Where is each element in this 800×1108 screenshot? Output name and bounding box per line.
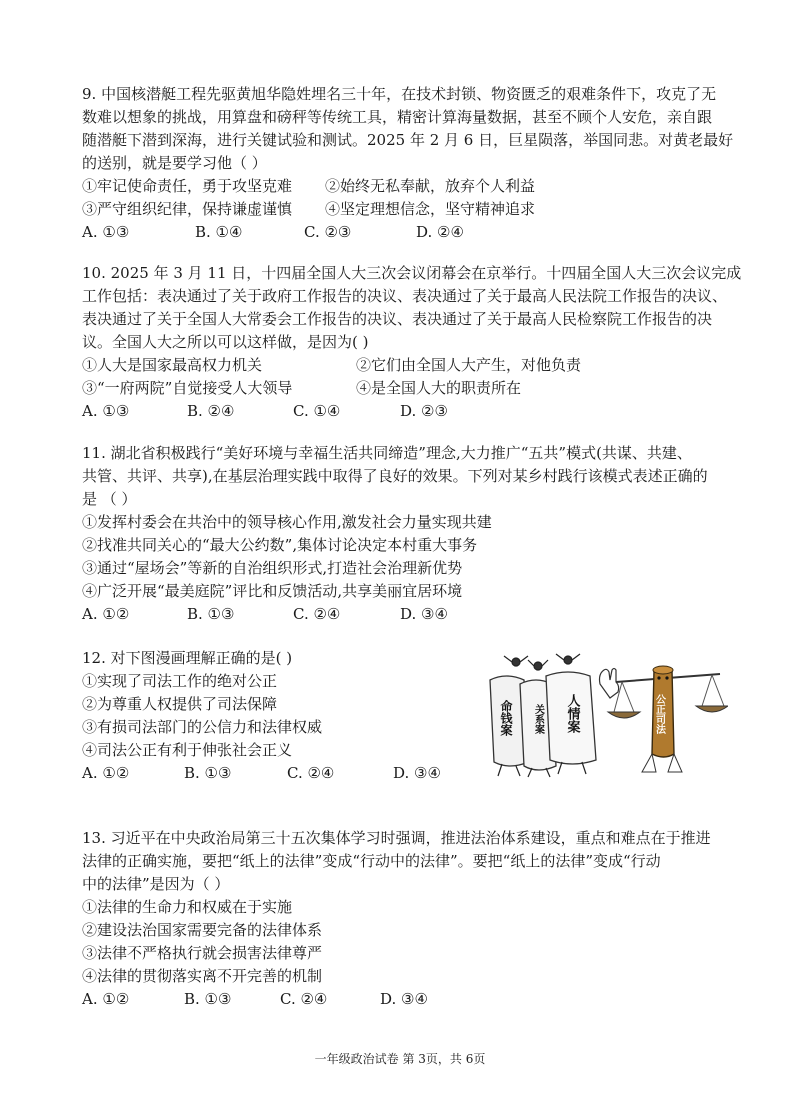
option-d: D. ③④ — [380, 990, 428, 1008]
option-d: D. ②③ — [400, 402, 448, 420]
question-9 — [82, 83, 734, 244]
question-text-line: 共管、共评、共享),在基层治理实践中取得了良好的效果。下列对某乡村践行该模式表述正确的 — [82, 467, 708, 485]
statement: ③通过“屋场会”等新的自治组织形式,打造社会治理新优势 — [82, 559, 463, 577]
option-b: B. ①③ — [187, 605, 235, 623]
question-10 — [82, 262, 742, 423]
figure-label: 公正司法 — [653, 694, 665, 734]
option-c: C. ②④ — [293, 605, 341, 623]
statement: ①发挥村委会在共治中的领导核心作用,激发社会力量实现共建 — [82, 513, 492, 531]
statement: ②找准共同关心的“最大公约数”,集体讨论决定本村重大事务 — [82, 536, 478, 554]
option-c: C. ②③ — [304, 223, 352, 241]
answer-options — [82, 400, 724, 423]
option-a: A. ①② — [82, 990, 130, 1008]
question-text-line: 中的法律”是因为（ ） — [82, 875, 230, 893]
statement: ①实现了司法工作的绝对公正 — [82, 672, 278, 690]
answer-options — [82, 603, 724, 626]
statement-row — [82, 377, 724, 400]
statement-row — [82, 198, 724, 221]
statement: ②始终无私奉献，放弃个人利益 — [325, 177, 536, 195]
question-text-line: 10. 2025 年 3 月 11 日，十四届全国人大三次会议闭幕会在京举行。十四届全国人大三次会议完成 — [82, 264, 742, 282]
scroll-label-3: 人情案 — [564, 694, 580, 733]
option-a: A. ①② — [82, 764, 130, 782]
statement: ①牢记使命责任，勇于攻坚克难 — [82, 177, 293, 195]
answer-options — [82, 988, 724, 1011]
question-12 — [82, 647, 502, 785]
statement: ②为尊重人权提供了司法保障 — [82, 695, 278, 713]
option-d: D. ③④ — [393, 764, 441, 782]
statement: ②它们由全国人大产生，对他负责 — [356, 356, 582, 374]
statement: ④司法公正有利于伸张社会正义 — [82, 741, 293, 759]
statement: ④是全国人大的职责所在 — [356, 379, 522, 397]
statement: ①人大是国家最高权力机关 — [82, 356, 263, 374]
scroll-label-2: 关系案 — [532, 704, 544, 734]
question-text-line: 13. 习近平在中央政治局第三十五次集体学习时强调，推进法治体系建设，重点和难点在于推进 — [82, 829, 711, 847]
answer-options — [82, 221, 724, 244]
option-b: B. ②④ — [187, 402, 235, 420]
option-c: C. ①④ — [293, 402, 341, 420]
question-text-line: 数难以想象的挑战，用算盘和磅秤等传统工具，精密计算海量数据，甚至不顾个人安危，亲自跟 — [82, 108, 713, 126]
option-d: D. ②④ — [416, 223, 464, 241]
option-b: B. ①③ — [184, 990, 232, 1008]
option-a: A. ①③ — [82, 402, 130, 420]
statement: ③严守组织纪律，保持谦虚谨慎 — [82, 200, 293, 218]
option-b: B. ①③ — [184, 764, 232, 782]
statement: ③法律不严格执行就会损害法律尊严 — [82, 944, 323, 962]
statement: ②建设法治国家需要完备的法律体系 — [82, 921, 323, 939]
answer-options — [82, 762, 502, 785]
option-d: D. ③④ — [400, 605, 448, 623]
question-text-line: 随潜艇下潜到深海，进行关键试验和测试。2025 年 2 月 6 日，巨星陨落，举国同悲。对黄老最好 — [82, 131, 734, 149]
question-text-line: 表决通过了关于全国人大常委会工作报告的决议、表决通过了关于最高人民检察院工作报告的决 — [82, 310, 713, 328]
page-footer: 一年级政治试卷 第 3页，共 6页 — [314, 1052, 486, 1066]
option-a: A. ①③ — [82, 223, 130, 241]
justice-cartoon-image — [476, 650, 728, 778]
statement: ③有损司法部门的公信力和法律权威 — [82, 718, 323, 736]
option-a: A. ①② — [82, 605, 130, 623]
option-c: C. ②④ — [280, 990, 328, 1008]
statement: ①法律的生命力和权威在于实施 — [82, 898, 293, 916]
statement: ④坚定理想信念，坚守精神追求 — [325, 200, 536, 218]
question-text-line: 议。全国人大之所以可以这样做，是因为( ) — [82, 333, 369, 351]
question-13 — [82, 827, 724, 1011]
question-text-line: 的送别，就是要学习他（ ） — [82, 154, 267, 172]
question-text-line: 是 （ ） — [82, 490, 137, 508]
question-11 — [82, 442, 724, 626]
question-text-line: 12. 对下图漫画理解正确的是( ) — [82, 649, 293, 667]
statement: ④广泛开展“最美庭院”评比和反馈活动,共享美丽宜居环境 — [82, 582, 463, 600]
option-b: B. ①④ — [195, 223, 243, 241]
option-c: C. ②④ — [287, 764, 335, 782]
question-text-line: 法律的正确实施，要把“纸上的法律”变成“行动中的法律”。要把“纸上的法律”变成“行动 — [82, 852, 661, 870]
statement: ③“一府两院”自觉接受人大领导 — [82, 379, 293, 397]
question-text-line: 11. 湖北省积极践行“美好环境与幸福生活共同缔造”理念,大力推广“五共”模式(共谋、共建、 — [82, 444, 692, 462]
question-text-line: 9. 中国核潜艇工程先驱黄旭华隐姓埋名三十年，在技术封锁、物资匮乏的艰难条件下，攻克了无 — [82, 85, 717, 103]
scroll-label-1: 命钱案 — [499, 700, 513, 736]
statement-row — [82, 354, 724, 377]
statement: ④法律的贯彻落实离不开完善的机制 — [82, 967, 323, 985]
question-text-line: 工作包括：表决通过了关于政府工作报告的决议、表决通过了关于最高人民法院工作报告的决议、 — [82, 287, 728, 305]
statement-row — [82, 175, 724, 198]
